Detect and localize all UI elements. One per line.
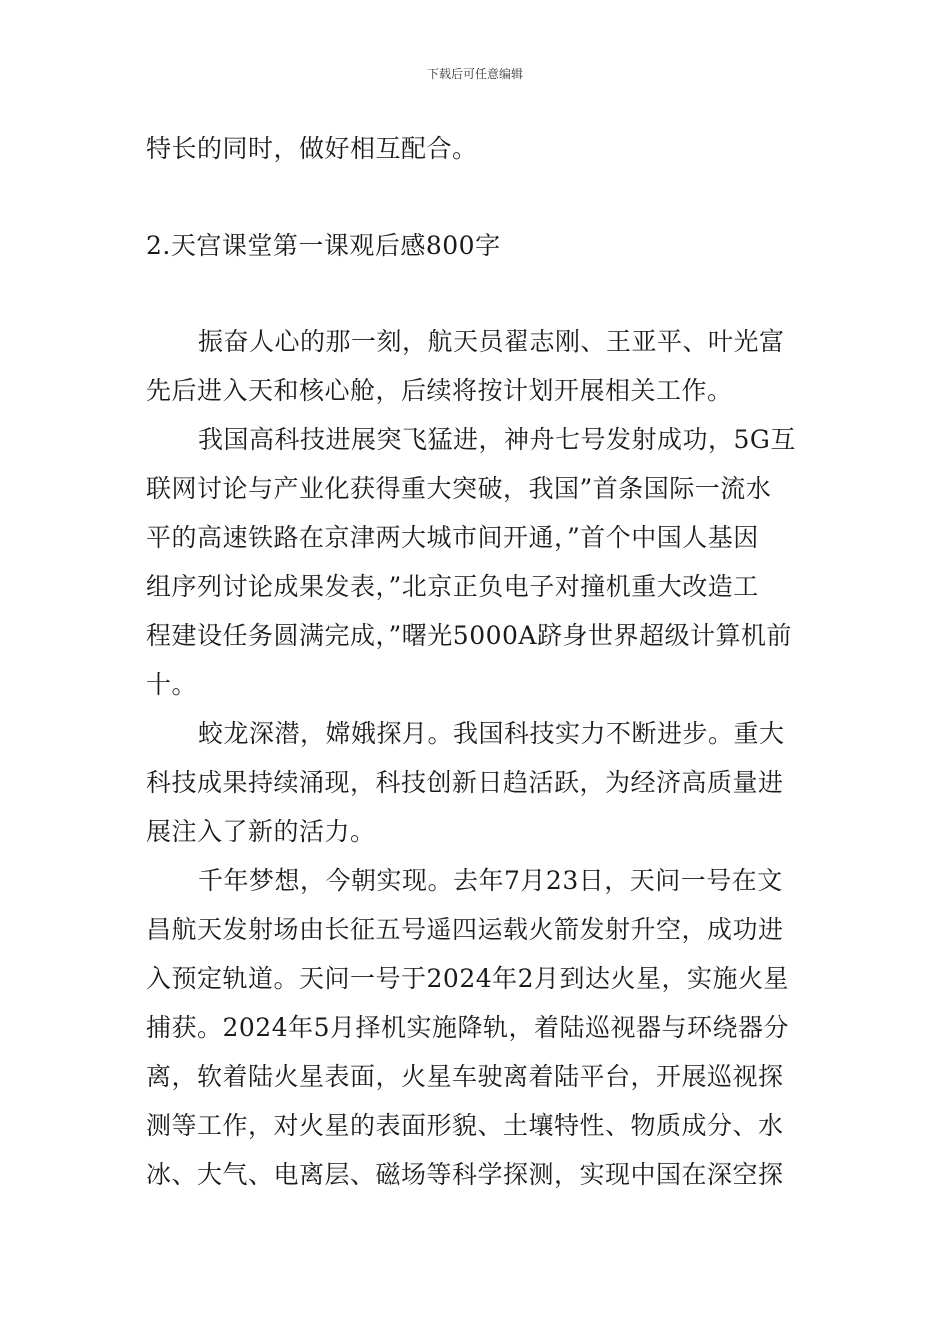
- paragraph: [146, 317, 808, 415]
- paragraph-line: 科技成果持续涌现，科技创新日趋活跃，为经济高质量进: [146, 768, 784, 797]
- paragraph-line: 组序列讨论成果发表，”北京正负电子对撞机重大改造工: [146, 572, 759, 601]
- paragraph-line: 捕获。2024年5月择机实施降轨，着陆巡视器与环绕器分: [146, 1013, 790, 1042]
- paragraph-line: 千年梦想，今朝实现。去年7月23日，天问一号在文: [198, 866, 783, 895]
- paragraph: [146, 709, 808, 856]
- page-header: 下载后可任意编辑: [426, 67, 523, 81]
- spacer: [146, 173, 808, 221]
- paragraph-line: 展注入了新的活力。: [146, 817, 376, 846]
- paragraph-line: 冰、大气、电离层、磁场等科学探测，实现中国在深空探: [146, 1160, 784, 1189]
- paragraph: [146, 415, 808, 709]
- continued-line: 特长的同时，做好相互配合。: [146, 134, 478, 163]
- paragraph: [146, 856, 808, 1199]
- paragraph-line: 先后进入天和核心舱，后续将按计划开展相关工作。: [146, 376, 733, 405]
- paragraph-line: 十。: [146, 670, 198, 699]
- section-heading: 2.天宫课堂第一课观后感800字: [146, 231, 501, 260]
- paragraph-line: 程建设任务圆满完成，”曙光5000A跻身世界超级计算机前: [146, 621, 792, 650]
- spacer: [146, 270, 808, 317]
- document-body: [146, 124, 808, 1199]
- paragraph-line: 我国高科技进展突飞猛进，神舟七号发射成功，5G互: [198, 425, 796, 454]
- paragraph-line: 平的高速铁路在京津两大城市间开通，”首个中国人基因: [146, 523, 759, 552]
- paragraph-line: 联网讨论与产业化获得重大突破，我国”首条国际一流水: [146, 474, 772, 503]
- paragraph-line: 昌航天发射场由长征五号遥四运载火箭发射升空，成功进: [146, 915, 784, 944]
- paragraph-line: 离，软着陆火星表面，火星车驶离着陆平台，开展巡视探: [146, 1062, 784, 1091]
- paragraph-line: 振奋人心的那一刻，航天员翟志刚、王亚平、叶光富: [198, 327, 785, 356]
- paragraph-line: 入预定轨道。天问一号于2024年2月到达火星，实施火星: [146, 964, 790, 993]
- paragraph-line: 蛟龙深潜，嫦娥探月。我国科技实力不断进步。重大: [198, 719, 785, 748]
- paragraph-line: 测等工作，对火星的表面形貌、土壤特性、物质成分、水: [146, 1111, 784, 1140]
